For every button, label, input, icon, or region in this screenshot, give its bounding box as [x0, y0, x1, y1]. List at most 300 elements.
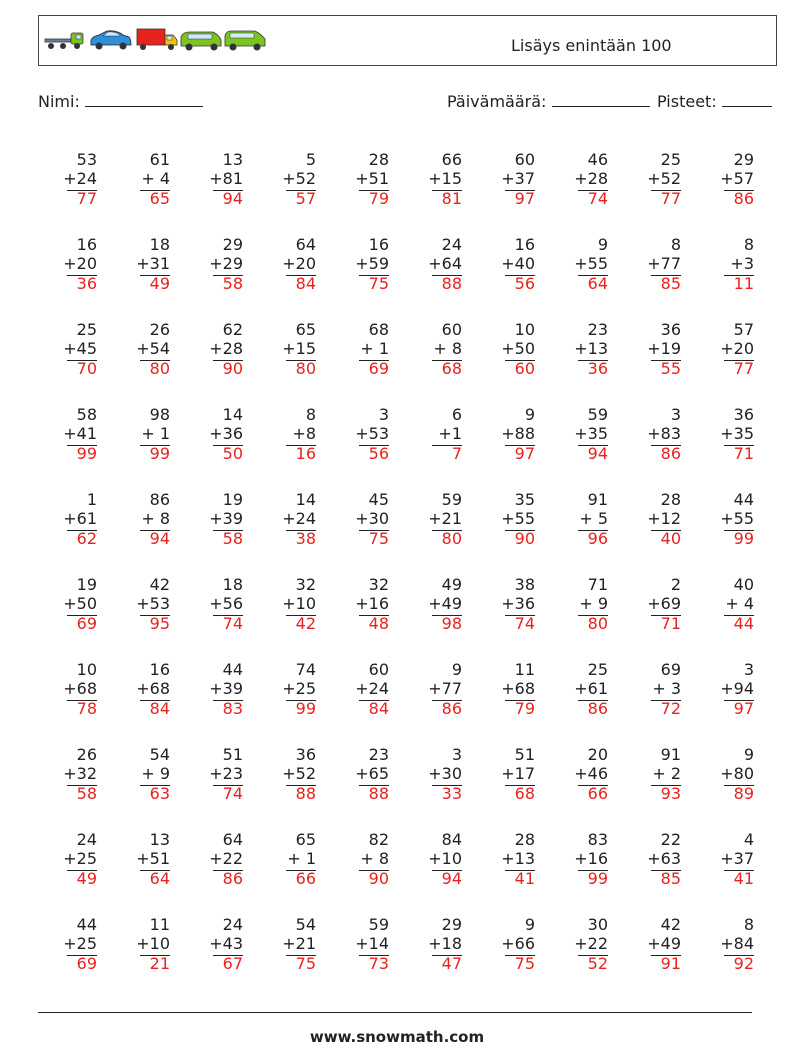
addition-problem	[330, 660, 403, 745]
addition-problem	[622, 660, 695, 745]
addition-problem	[476, 320, 549, 405]
addition-problem	[184, 405, 257, 490]
addend-top: 3	[743, 660, 754, 679]
addend-top: 18	[222, 575, 243, 594]
date-blank[interactable]	[552, 94, 650, 107]
addend-top: 28	[368, 150, 389, 169]
addition-problem	[38, 490, 111, 575]
addend-bottom: +51	[355, 169, 389, 188]
name-field[interactable]	[38, 92, 203, 111]
answer: 83	[222, 699, 243, 718]
addition-problem	[622, 235, 695, 320]
answer: 99	[733, 529, 754, 548]
addend-bottom: +25	[63, 849, 97, 868]
name-blank[interactable]	[85, 94, 203, 107]
addition-problem	[38, 150, 111, 235]
addition-problem	[330, 490, 403, 575]
addend-bottom: +39	[209, 679, 243, 698]
addend-top: 25	[587, 660, 608, 679]
answer: 71	[660, 614, 681, 633]
addend-top: 65	[295, 320, 316, 339]
addend-bottom: +20	[63, 254, 97, 273]
addend-bottom: +54	[136, 339, 170, 358]
addend-bottom: +49	[428, 594, 462, 613]
addend-top: 59	[368, 915, 389, 934]
addend-bottom: +51	[136, 849, 170, 868]
addend-bottom: +68	[63, 679, 97, 698]
addend-bottom: +77	[428, 679, 462, 698]
addition-problem	[476, 745, 549, 830]
addition-problem	[695, 235, 768, 320]
addend-bottom: +23	[209, 764, 243, 783]
addition-problem	[622, 150, 695, 235]
addition-problem	[549, 745, 622, 830]
addition-problem	[476, 830, 549, 915]
answer: 79	[514, 699, 535, 718]
answer: 84	[149, 699, 170, 718]
answer: 38	[295, 529, 316, 548]
addend-bottom: +32	[63, 764, 97, 783]
problem-grid	[38, 150, 768, 1000]
addition-problem	[622, 490, 695, 575]
addend-top: 29	[733, 150, 754, 169]
addend-top: 2	[670, 575, 681, 594]
addend-bottom: +52	[282, 169, 316, 188]
addend-bottom: +53	[355, 424, 389, 443]
answer: 89	[733, 784, 754, 803]
answer: 11	[733, 274, 754, 293]
answer: 96	[587, 529, 608, 548]
addend-bottom: +20	[282, 254, 316, 273]
addend-top: 9	[743, 745, 754, 764]
addition-problem	[695, 320, 768, 405]
answer: 60	[514, 359, 535, 378]
addition-problem	[257, 490, 330, 575]
answer: 80	[295, 359, 316, 378]
addend-bottom: + 8	[141, 509, 170, 528]
answer: 94	[587, 444, 608, 463]
addition-problem	[330, 405, 403, 490]
addend-top: 28	[660, 490, 681, 509]
green-van-icon	[225, 31, 265, 51]
addition-problem	[111, 830, 184, 915]
answer: 79	[368, 189, 389, 208]
addend-top: 3	[378, 405, 389, 424]
addend-bottom: +83	[647, 424, 681, 443]
addend-top: 58	[76, 405, 97, 424]
addend-bottom: +17	[501, 764, 535, 783]
addend-bottom: +30	[428, 764, 462, 783]
answer: 74	[222, 614, 243, 633]
answer: 74	[222, 784, 243, 803]
addend-top: 53	[76, 150, 97, 169]
addition-problem	[622, 915, 695, 1000]
addend-bottom: +80	[720, 764, 754, 783]
answer: 97	[733, 699, 754, 718]
addend-bottom: +50	[63, 594, 97, 613]
addend-top: 25	[660, 150, 681, 169]
answer: 90	[222, 359, 243, 378]
addend-top: 38	[514, 575, 535, 594]
answer: 56	[368, 444, 389, 463]
addition-problem	[257, 235, 330, 320]
addition-problem	[184, 150, 257, 235]
addend-top: 14	[222, 405, 243, 424]
addend-top: 66	[441, 150, 462, 169]
worksheet-title: Lisäys enintään 100	[511, 36, 672, 55]
answer: 86	[733, 189, 754, 208]
answer: 69	[368, 359, 389, 378]
answer: 49	[149, 274, 170, 293]
addend-bottom: +55	[720, 509, 754, 528]
date-label: Päivämäärä:	[447, 92, 547, 111]
answer: 99	[76, 444, 97, 463]
answer: 44	[733, 614, 754, 633]
addend-bottom: +31	[136, 254, 170, 273]
addend-bottom: +65	[355, 764, 389, 783]
addend-bottom: +21	[282, 934, 316, 953]
addition-problem	[695, 490, 768, 575]
addition-problem	[695, 575, 768, 660]
addition-problem	[622, 575, 695, 660]
answer: 75	[514, 954, 535, 973]
addend-bottom: +37	[501, 169, 535, 188]
addend-top: 40	[733, 575, 754, 594]
answer: 84	[368, 699, 389, 718]
answer: 16	[295, 444, 316, 463]
answer: 74	[587, 189, 608, 208]
addend-top: 28	[514, 830, 535, 849]
addition-problem	[184, 320, 257, 405]
addend-top: 44	[76, 915, 97, 934]
addition-problem	[330, 320, 403, 405]
addend-top: 32	[295, 575, 316, 594]
addend-top: 36	[660, 320, 681, 339]
addition-problem	[111, 915, 184, 1000]
name-label: Nimi:	[38, 92, 80, 111]
addition-problem	[330, 830, 403, 915]
addend-top: 24	[222, 915, 243, 934]
addend-bottom: + 2	[652, 764, 681, 783]
answer: 68	[514, 784, 535, 803]
answer: 41	[733, 869, 754, 888]
addition-problem	[38, 745, 111, 830]
addend-top: 3	[670, 405, 681, 424]
addend-top: 57	[733, 320, 754, 339]
answer: 80	[149, 359, 170, 378]
addend-top: 91	[660, 745, 681, 764]
addend-bottom: +12	[647, 509, 681, 528]
answer: 70	[76, 359, 97, 378]
answer: 90	[514, 529, 535, 548]
addend-bottom: +52	[647, 169, 681, 188]
addend-top: 46	[587, 150, 608, 169]
addition-problem	[476, 235, 549, 320]
addend-top: 59	[587, 405, 608, 424]
addend-bottom: +49	[647, 934, 681, 953]
answer: 93	[660, 784, 681, 803]
addition-problem	[622, 745, 695, 830]
answer: 66	[295, 869, 316, 888]
addition-problem	[111, 745, 184, 830]
addend-bottom: + 4	[725, 594, 754, 613]
addend-bottom: +35	[574, 424, 608, 443]
addend-bottom: +59	[355, 254, 389, 273]
addend-top: 22	[660, 830, 681, 849]
addend-top: 10	[76, 660, 97, 679]
addend-bottom: +53	[136, 594, 170, 613]
addend-top: 26	[76, 745, 97, 764]
addition-problem	[111, 320, 184, 405]
answer: 78	[76, 699, 97, 718]
answer: 99	[587, 869, 608, 888]
addition-problem	[184, 745, 257, 830]
addition-problem	[38, 915, 111, 1000]
answer: 52	[587, 954, 608, 973]
answer: 73	[368, 954, 389, 973]
addend-top: 23	[587, 320, 608, 339]
addend-bottom: +55	[501, 509, 535, 528]
answer: 36	[76, 274, 97, 293]
addend-bottom: + 4	[141, 169, 170, 188]
answer: 86	[587, 699, 608, 718]
answer: 81	[441, 189, 462, 208]
addition-problem	[257, 660, 330, 745]
addition-problem	[38, 320, 111, 405]
vehicle-strip	[43, 27, 267, 55]
addend-bottom: +29	[209, 254, 243, 273]
addend-bottom: +55	[574, 254, 608, 273]
addend-top: 49	[441, 575, 462, 594]
addend-top: 16	[149, 660, 170, 679]
addend-top: 60	[368, 660, 389, 679]
addend-bottom: +61	[63, 509, 97, 528]
addend-bottom: +15	[282, 339, 316, 358]
addend-top: 24	[76, 830, 97, 849]
addition-problem	[184, 830, 257, 915]
footer-divider	[38, 1012, 752, 1013]
answer: 55	[660, 359, 681, 378]
score-blank[interactable]	[722, 94, 772, 107]
addition-problem	[184, 915, 257, 1000]
addend-top: 30	[587, 915, 608, 934]
addition-problem	[476, 405, 549, 490]
addend-bottom: +22	[574, 934, 608, 953]
addend-bottom: +30	[355, 509, 389, 528]
addend-top: 1	[86, 490, 97, 509]
answer: 36	[587, 359, 608, 378]
answer: 94	[222, 189, 243, 208]
addend-top: 36	[733, 405, 754, 424]
addend-bottom: +8	[292, 424, 316, 443]
addend-top: 35	[514, 490, 535, 509]
addend-top: 10	[514, 320, 535, 339]
addend-top: 6	[451, 405, 462, 424]
addend-top: 44	[222, 660, 243, 679]
addend-bottom: +13	[574, 339, 608, 358]
addend-top: 42	[660, 915, 681, 934]
addend-bottom: +39	[209, 509, 243, 528]
addend-top: 9	[451, 660, 462, 679]
addend-bottom: +61	[574, 679, 608, 698]
answer: 64	[149, 869, 170, 888]
flatbed-truck-icon	[45, 33, 83, 49]
addend-bottom: +84	[720, 934, 754, 953]
addend-top: 69	[660, 660, 681, 679]
addend-top: 83	[587, 830, 608, 849]
addend-top: 9	[524, 915, 535, 934]
answer: 80	[587, 614, 608, 633]
addend-bottom: +25	[282, 679, 316, 698]
addend-top: 8	[670, 235, 681, 254]
answer: 63	[149, 784, 170, 803]
addend-bottom: +46	[574, 764, 608, 783]
score-field[interactable]	[657, 92, 772, 111]
addition-problem	[403, 405, 476, 490]
answer: 97	[514, 444, 535, 463]
addition-problem	[38, 575, 111, 660]
answer: 58	[222, 529, 243, 548]
addend-top: 20	[587, 745, 608, 764]
addend-bottom: +50	[501, 339, 535, 358]
answer: 66	[587, 784, 608, 803]
answer: 85	[660, 274, 681, 293]
addend-top: 13	[149, 830, 170, 849]
answer: 92	[733, 954, 754, 973]
addend-top: 42	[149, 575, 170, 594]
addend-bottom: +16	[355, 594, 389, 613]
addition-problem	[184, 235, 257, 320]
addend-top: 91	[587, 490, 608, 509]
addition-problem	[695, 830, 768, 915]
answer: 71	[733, 444, 754, 463]
addend-bottom: + 9	[579, 594, 608, 613]
date-field[interactable]	[447, 92, 650, 111]
addend-bottom: +37	[720, 849, 754, 868]
addend-top: 65	[295, 830, 316, 849]
addition-problem	[549, 235, 622, 320]
answer: 57	[295, 189, 316, 208]
answer: 99	[295, 699, 316, 718]
addend-bottom: +15	[428, 169, 462, 188]
answer: 88	[441, 274, 462, 293]
addend-bottom: + 9	[141, 764, 170, 783]
addend-bottom: +69	[647, 594, 681, 613]
addend-top: 9	[597, 235, 608, 254]
addend-top: 74	[295, 660, 316, 679]
addend-top: 14	[295, 490, 316, 509]
addition-problem	[403, 150, 476, 235]
addition-problem	[622, 320, 695, 405]
addition-problem	[476, 575, 549, 660]
addend-bottom: +20	[720, 339, 754, 358]
addend-bottom: + 1	[287, 849, 316, 868]
addition-problem	[622, 405, 695, 490]
answer: 91	[660, 954, 681, 973]
addition-problem	[184, 575, 257, 660]
addition-problem	[184, 660, 257, 745]
answer: 98	[441, 614, 462, 633]
addition-problem	[257, 915, 330, 1000]
addition-problem	[695, 660, 768, 745]
answer: 75	[295, 954, 316, 973]
addend-bottom: +64	[428, 254, 462, 273]
addition-problem	[476, 150, 549, 235]
addition-problem	[695, 745, 768, 830]
addend-top: 29	[441, 915, 462, 934]
addend-bottom: + 1	[360, 339, 389, 358]
addend-bottom: +1	[438, 424, 462, 443]
addition-problem	[476, 490, 549, 575]
addition-problem	[38, 235, 111, 320]
addend-top: 61	[149, 150, 170, 169]
answer: 72	[660, 699, 681, 718]
answer: 69	[76, 614, 97, 633]
addition-problem	[549, 830, 622, 915]
answer: 97	[514, 189, 535, 208]
addend-top: 19	[222, 490, 243, 509]
addition-problem	[403, 575, 476, 660]
addend-bottom: +63	[647, 849, 681, 868]
addend-bottom: +77	[647, 254, 681, 273]
answer: 65	[149, 189, 170, 208]
addend-top: 4	[743, 830, 754, 849]
answer: 90	[368, 869, 389, 888]
answer: 47	[441, 954, 462, 973]
addend-top: 18	[149, 235, 170, 254]
addend-top: 23	[368, 745, 389, 764]
addend-top: 3	[451, 745, 462, 764]
answer: 86	[441, 699, 462, 718]
addend-bottom: +24	[282, 509, 316, 528]
addend-top: 60	[514, 150, 535, 169]
answer: 58	[76, 784, 97, 803]
addend-bottom: +36	[501, 594, 535, 613]
addend-top: 98	[149, 405, 170, 424]
addend-top: 86	[149, 490, 170, 509]
addend-bottom: +21	[428, 509, 462, 528]
addition-problem	[622, 830, 695, 915]
addend-bottom: + 8	[360, 849, 389, 868]
addend-top: 29	[222, 235, 243, 254]
answer: 62	[76, 529, 97, 548]
addition-problem	[330, 915, 403, 1000]
addition-problem	[257, 405, 330, 490]
addition-problem	[330, 575, 403, 660]
addend-bottom: +41	[63, 424, 97, 443]
addend-top: 8	[743, 235, 754, 254]
addend-bottom: +88	[501, 424, 535, 443]
addend-bottom: +68	[501, 679, 535, 698]
addition-problem	[403, 320, 476, 405]
addend-top: 32	[368, 575, 389, 594]
addition-problem	[549, 915, 622, 1000]
addend-bottom: + 1	[141, 424, 170, 443]
addition-problem	[111, 575, 184, 660]
addend-top: 9	[524, 405, 535, 424]
answer: 49	[76, 869, 97, 888]
addend-top: 8	[305, 405, 316, 424]
answer: 77	[76, 189, 97, 208]
addend-top: 54	[149, 745, 170, 764]
addend-bottom: +16	[574, 849, 608, 868]
addend-top: 36	[295, 745, 316, 764]
answer: 94	[149, 529, 170, 548]
addend-top: 64	[295, 235, 316, 254]
addend-top: 64	[222, 830, 243, 849]
addend-bottom: +68	[136, 679, 170, 698]
answer: 75	[368, 529, 389, 548]
